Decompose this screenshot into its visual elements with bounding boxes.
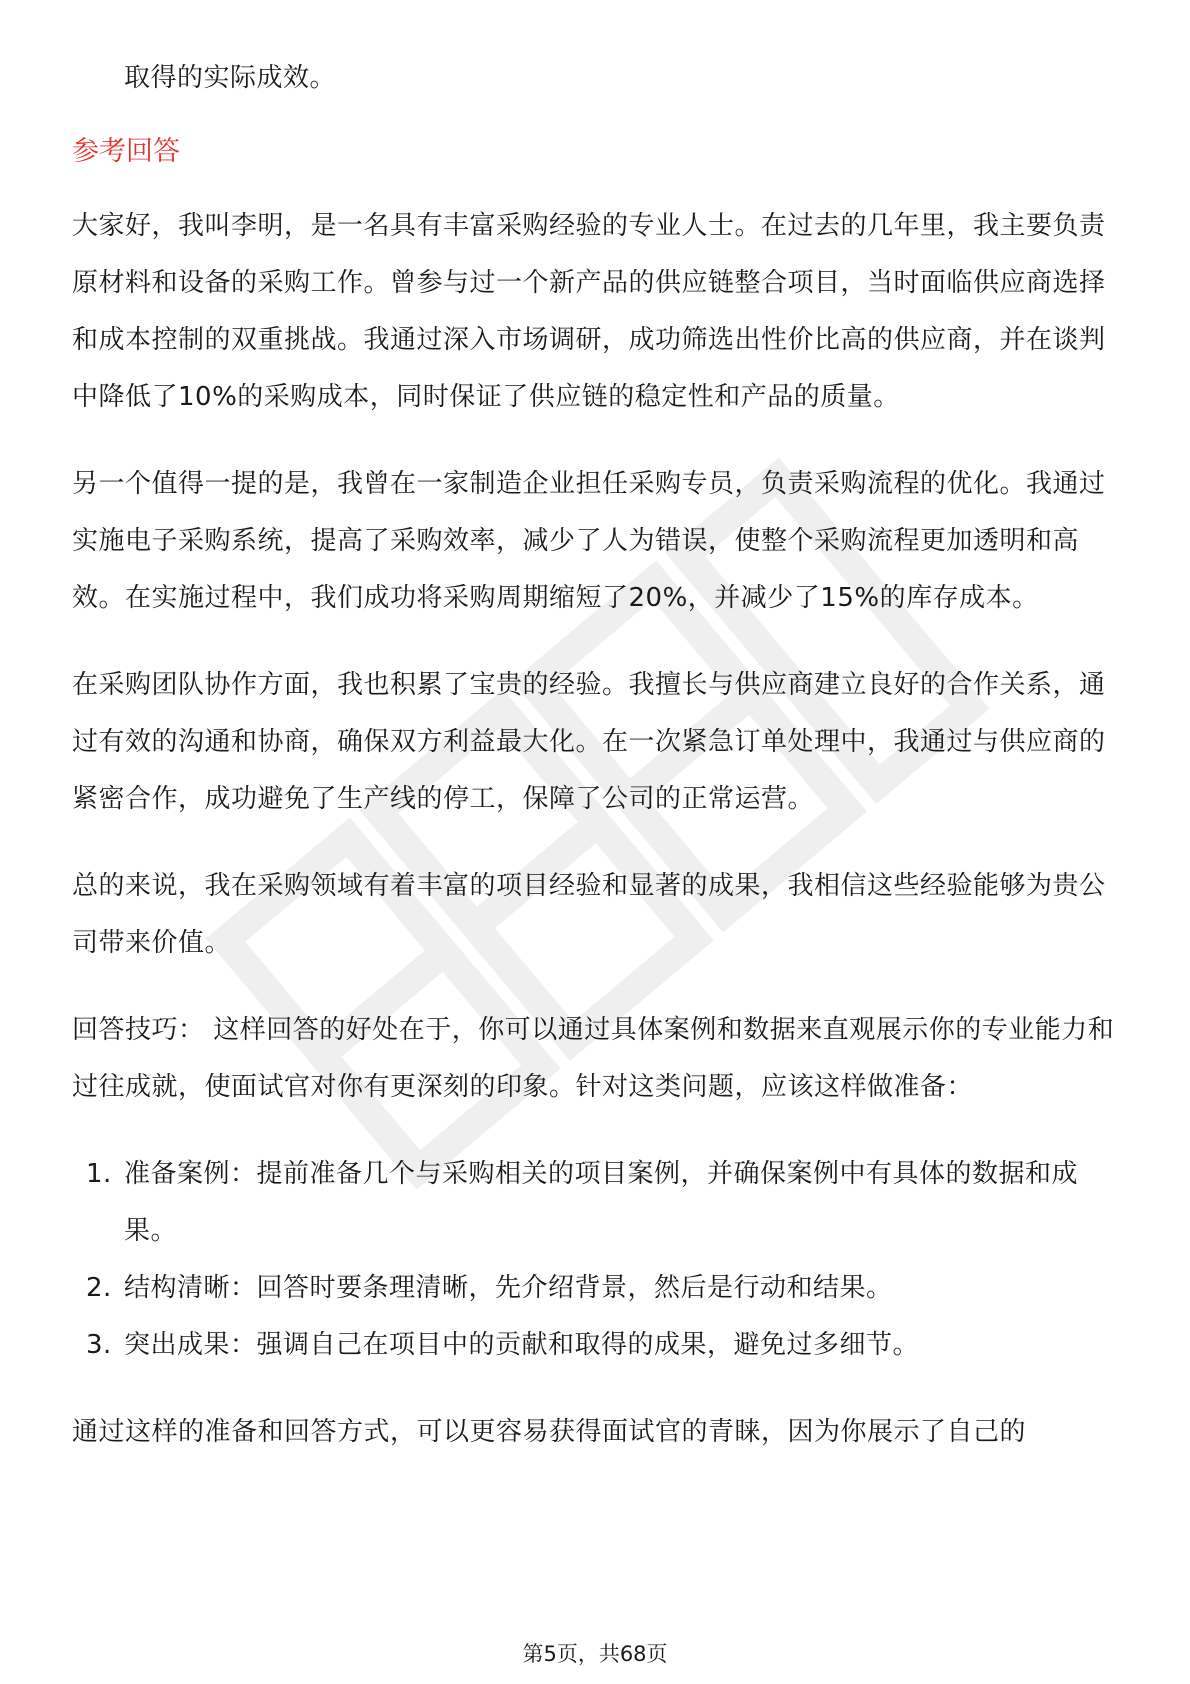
closing-paragraph: 通过这样的准备和回答方式，可以更容易获得面试官的青睐，因为你展示了自己的 [72,1417,1027,1447]
paragraph-4: 总的来说，我在采购领域有着丰富的项目经验和显著的成果，我相信这些经验能够为贵公司带来价值。 [72,871,1106,958]
paragraph-3: 在采购团队协作方面，我也积累了宝贵的经验。我擅长与供应商建立良好的合作关系，通过有效的沟通和协商，确保双方利益最大化。在一次紧急订单处理中，我通过与供应商的紧密合作，成功避免了生产线的停工，保障了公司的正常运营。 [72,670,1106,814]
list-item-number: 3. [86,1330,112,1360]
list-item [72,1260,1122,1317]
intro-tail-text: 取得的实际成效。 [124,63,337,93]
page-number-footer: 第5页，共68页 [522,1642,668,1666]
list-item [72,1146,1122,1260]
section-heading: 参考回答 [72,136,180,167]
list-item [72,1317,1122,1374]
paragraph-2: 另一个值得一提的是，我曾在一家制造企业担任采购专员，负责采购流程的优化。我通过实施电子采购系统，提高了采购效率，减少了人为错误，使整个采购流程更加透明和高效。在实施过程中，我们成功将采购周期缩短了20%，并减少了15%的库存成本。 [72,469,1106,613]
list-item-text: 突出成果：强调自己在项目中的贡献和取得的成果，避免过多细节。 [124,1330,920,1360]
tips-list [72,1146,1122,1374]
list-item-number: 2. [86,1273,112,1303]
document-page [72,50,1122,1461]
paragraph-1: 大家好，我叫李明，是一名具有丰富采购经验的专业人士。在过去的几年里，我主要负责原材料和设备的采购工作。曾参与过一个新产品的供应链整合项目，当时面临供应商选择和成本控制的双重挑战。我通过深入市场调研，成功筛选出性价比高的供应商，并在谈判中降低了10%的采购成本，同时保证了供应链的稳定性和产品的质量。 [72,211,1106,412]
tips-paragraph: 回答技巧： 这样回答的好处在于，你可以通过具体案例和数据来直观展示你的专业能力和过往成就，使面试官对你有更深刻的印象。针对这类问题，应该这样做准备： [72,1015,1115,1102]
list-item-text: 结构清晰：回答时要条理清晰，先介绍背景，然后是行动和结果。 [124,1273,893,1303]
list-item-number: 1. [86,1159,112,1189]
list-item-text: 准备案例：提前准备几个与采购相关的项目案例，并确保案例中有具体的数据和成果。 [124,1159,1079,1246]
